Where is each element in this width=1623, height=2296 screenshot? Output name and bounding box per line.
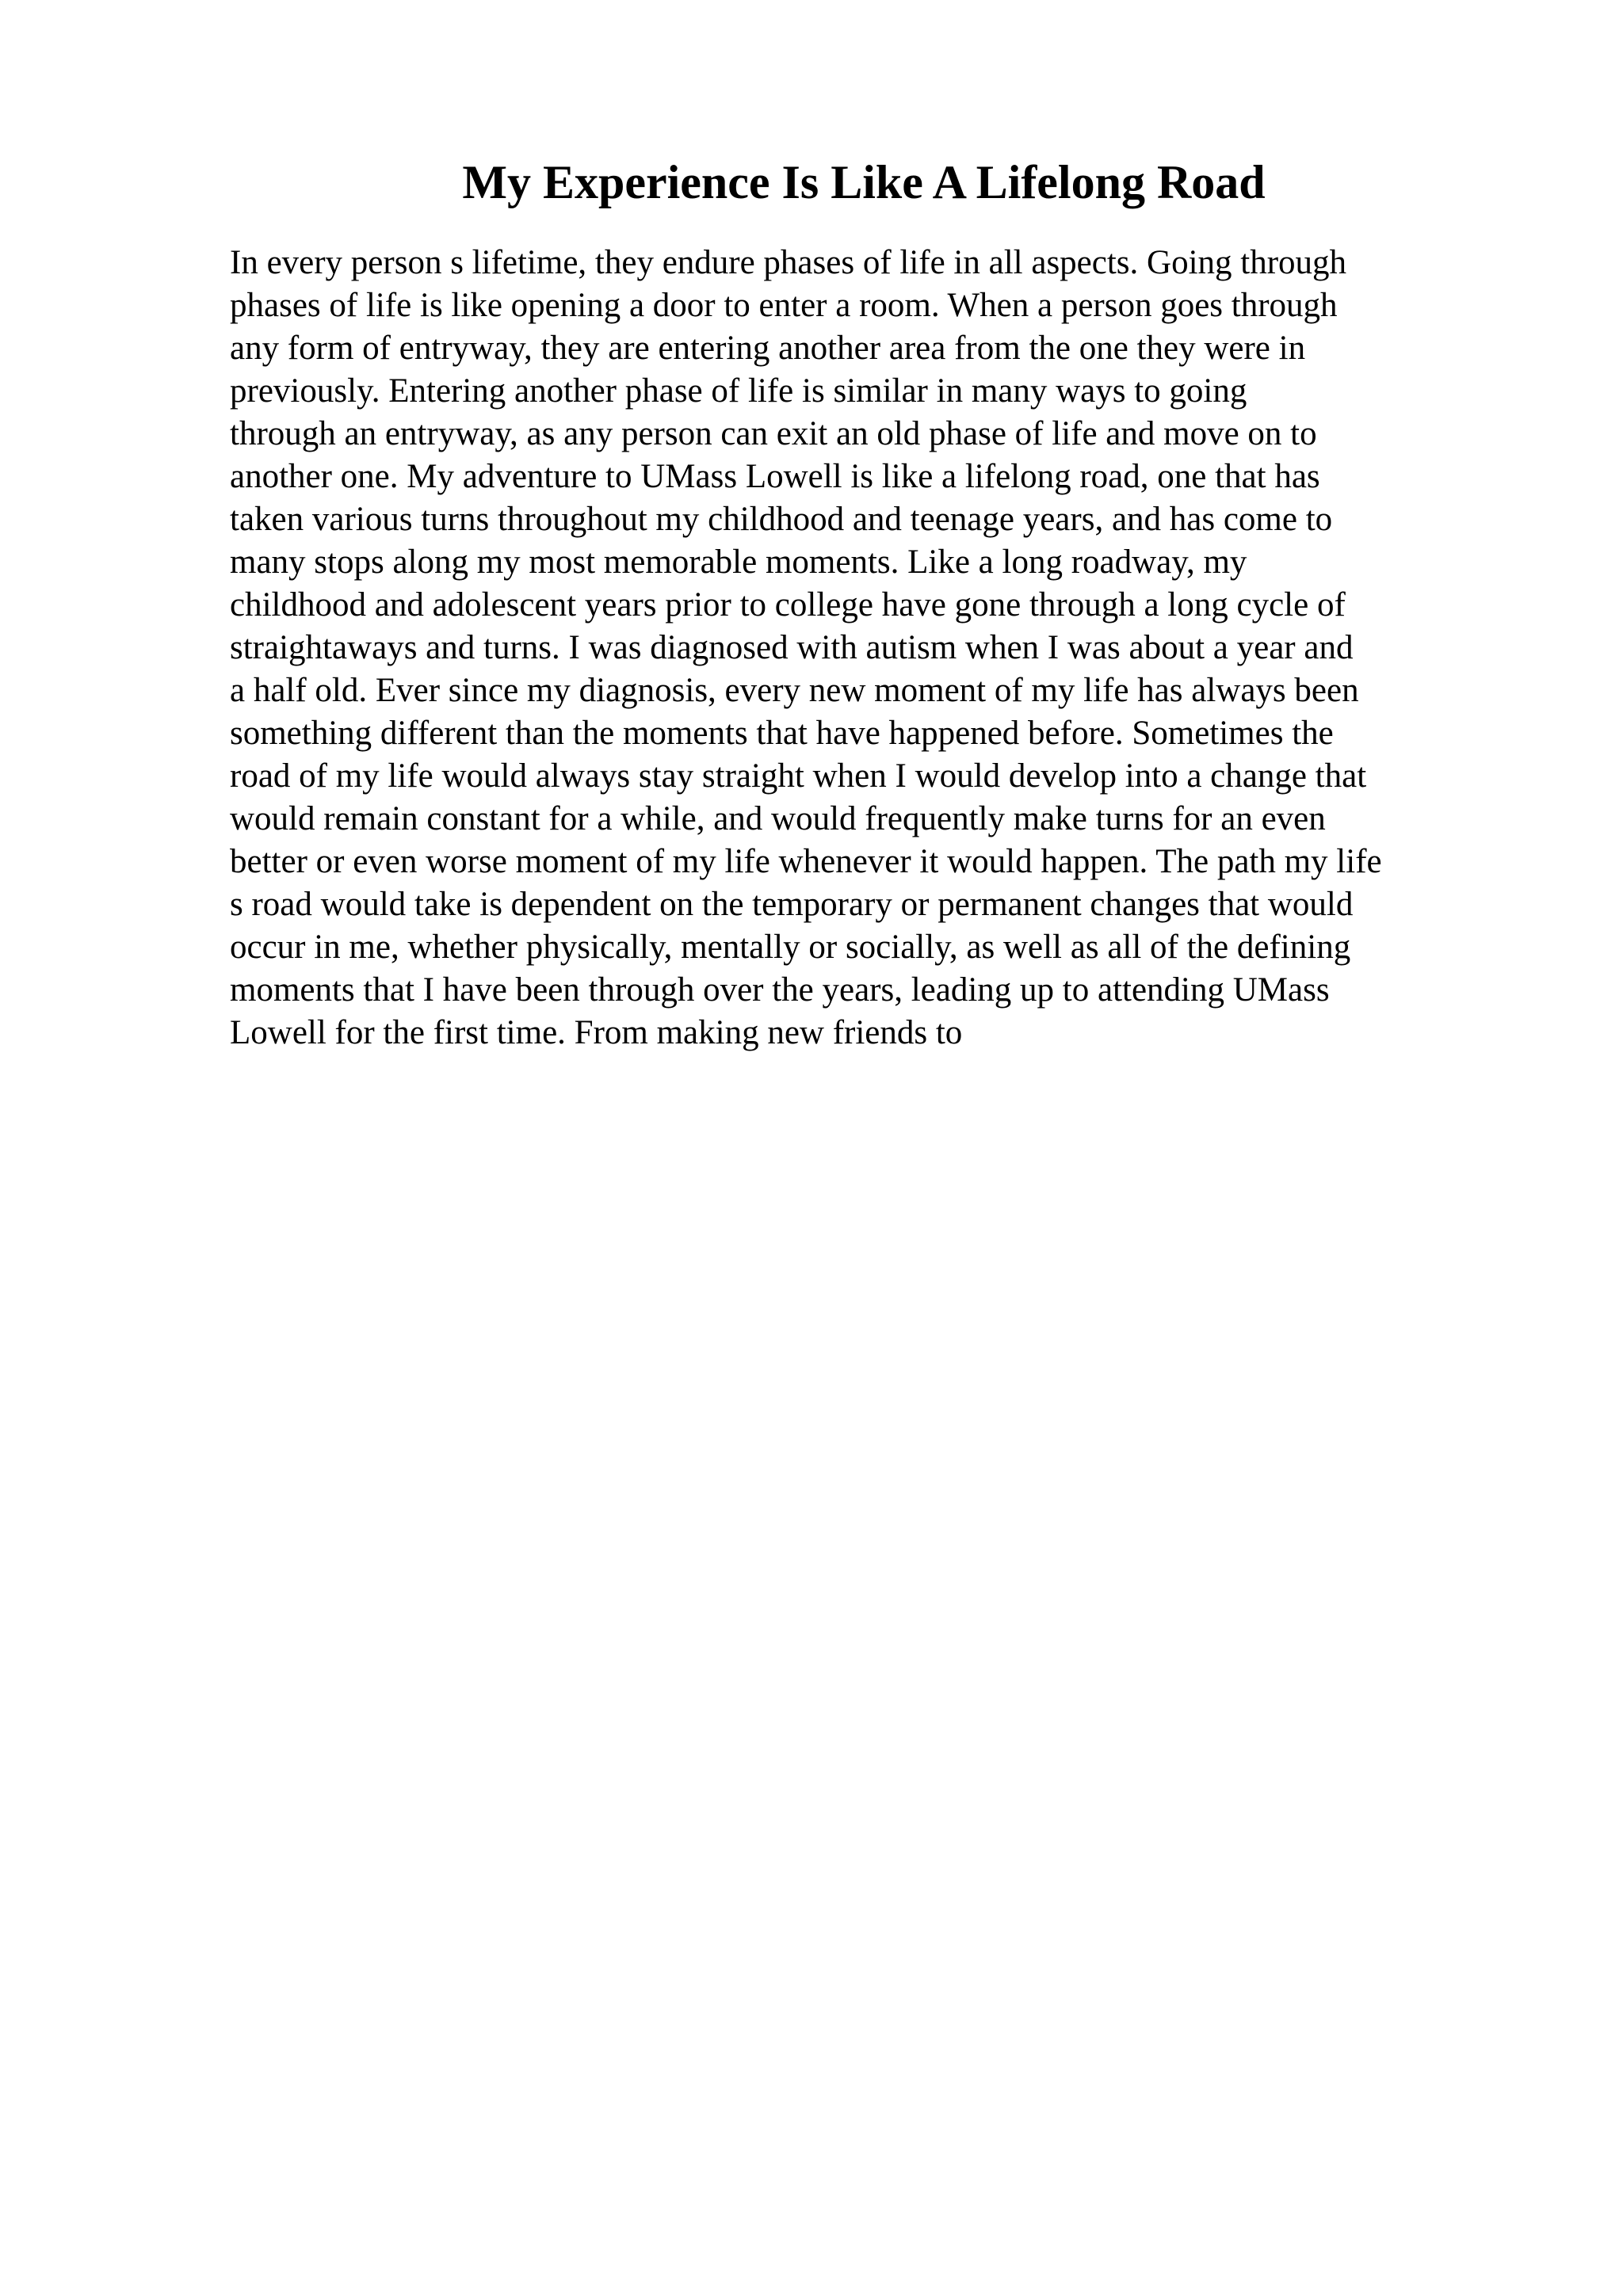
body-line: better or even worse moment of my life whenever it would happen. The path my life [230,843,1382,880]
body-line: road of my life would always stay straight when I would develop into a change that [230,757,1367,795]
body-line: occur in me, whether physically, mentally or socially, as well as all of the defining [230,929,1351,966]
body-line: Lowell for the first time. From making new friends to [230,1014,963,1051]
body-line: previously. Entering another phase of life is similar in many ways to going [230,372,1247,410]
body-line: any form of entryway, they are entering another area from the one they were in [230,330,1306,367]
body-line: would remain constant for a while, and would frequently make turns for an even [230,800,1326,837]
body-line: a half old. Ever since my diagnosis, every new moment of my life has always been [230,672,1359,709]
body-line: another one. My adventure to UMass Lowell is like a lifelong road, one that has [230,458,1320,495]
body-line: moments that I have been through over the years, leading up to attending UMass [230,971,1330,1009]
body-line: taken various turns throughout my childhood and teenage years, and has come to [230,501,1333,538]
body-line: many stops along my most memorable moments. Like a long roadway, my [230,543,1247,581]
body-line: childhood and adolescent years prior to college have gone through a long cycle of [230,586,1346,624]
body-line: straightaways and turns. I was diagnosed with autism when I was about a year and [230,629,1354,666]
body-line: something different than the moments that have happened before. Sometimes the [230,715,1334,752]
document-title: My Experience Is Like A Lifelong Road [462,156,1266,208]
body-line: In every person s lifetime, they endure phases of life in all aspects. Going through [230,244,1347,281]
body-line: phases of life is like opening a door to enter a room. When a person goes through [230,287,1338,324]
body-line: s road would take is dependent on the temporary or permanent changes that would [230,886,1354,923]
body-line: through an entryway, as any person can exit an old phase of life and move on to [230,415,1317,452]
document-body [230,242,1498,1055]
